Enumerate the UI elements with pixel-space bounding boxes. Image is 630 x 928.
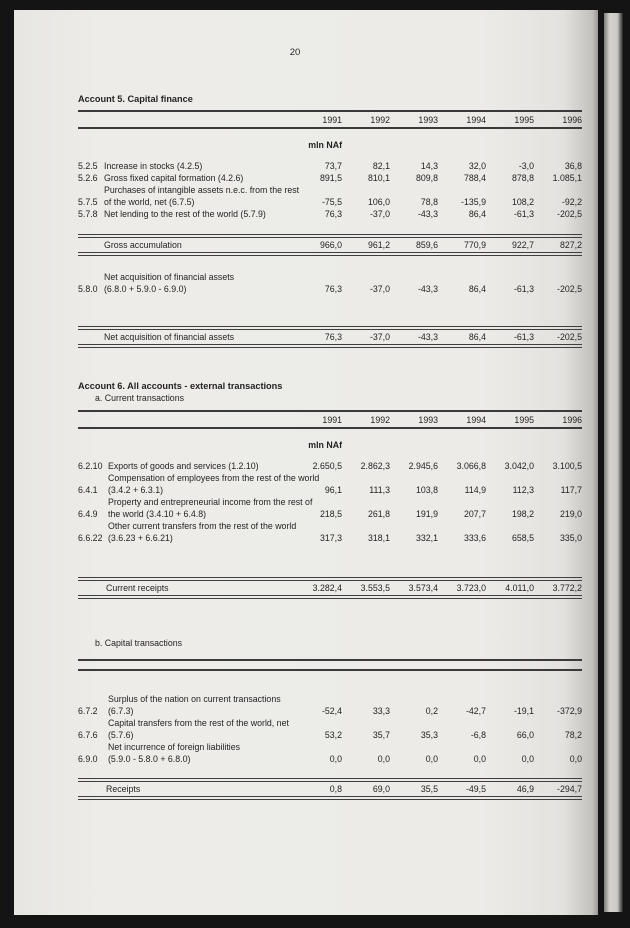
row-label-line: Purchases of intangible assets n.e.c. from the rest (104, 185, 300, 195)
row-value: 333,6 (463, 533, 486, 543)
total-value: 86,4 (468, 332, 486, 342)
row-code: 5.2.6 (78, 173, 98, 183)
total-value: 35,5 (420, 784, 438, 794)
row-value: 32,0 (468, 161, 486, 171)
table-row (78, 496, 582, 520)
row-label-line: Other current transfers from the rest of the world (108, 521, 297, 531)
unit-empty-cell (438, 139, 486, 151)
total-value: 3.723,0 (456, 583, 486, 593)
row-value: 108,2 (511, 197, 534, 207)
total-label: Current receipts (106, 583, 169, 593)
row-value: 219,0 (559, 509, 582, 519)
row-code: 6.7.6 (78, 730, 98, 740)
row-label (104, 271, 294, 295)
row-label-line: Net lending to the rest of the world (5.7.9) (104, 209, 266, 219)
row-value: 335,0 (559, 533, 582, 543)
row-label-line: of the world, net (6.7.5) (104, 197, 195, 207)
row-value: 96,1 (324, 485, 342, 495)
row-value: 207,7 (463, 509, 486, 519)
row-value: 35,7 (372, 730, 390, 740)
section-title: Account 5. Capital finance (78, 94, 193, 104)
row-value: 810,1 (367, 173, 390, 183)
table-row (78, 520, 582, 544)
rule-line (78, 255, 582, 256)
row-value: 73,7 (324, 161, 342, 171)
total-value: -43,3 (417, 332, 438, 342)
row-label-line: Property and entrepreneurial income from the rest of (108, 497, 313, 507)
unit-empty-cell (390, 439, 438, 451)
row-value: 2.945,6 (408, 461, 438, 471)
row-code: 6.9.0 (78, 754, 98, 764)
row-value: 103,8 (415, 485, 438, 495)
row-label (104, 184, 300, 208)
row-value: 78,8 (420, 197, 438, 207)
row-value: 788,4 (463, 173, 486, 183)
row-label (108, 693, 294, 717)
row-value: -37,0 (369, 209, 390, 219)
row-value: 66,0 (516, 730, 534, 740)
row-code: 6.4.9 (78, 509, 98, 519)
table-row (78, 741, 582, 765)
row-value: 3.100,5 (552, 461, 582, 471)
total-value: 69,0 (372, 784, 390, 794)
row-value: 0,0 (473, 754, 486, 764)
unit-spacer (78, 139, 294, 151)
row-value: 0,0 (569, 754, 582, 764)
account-section (78, 93, 582, 348)
table-rows-group (78, 693, 582, 765)
row-value: -75,5 (321, 197, 342, 207)
row-value: -61,3 (513, 209, 534, 219)
row-label (108, 496, 313, 520)
unit-spacer (78, 439, 294, 451)
row-value: 658,5 (511, 533, 534, 543)
total-value: -202,5 (557, 332, 582, 342)
row-value: 14,3 (420, 161, 438, 171)
total-value: -294,7 (557, 784, 582, 794)
row-value: 318,1 (367, 533, 390, 543)
year-column-label: 1993 (418, 415, 438, 425)
table-row (78, 208, 582, 220)
row-value: 111,3 (369, 485, 390, 495)
row-label-line: Increase in stocks (4.2.5) (104, 161, 203, 171)
total-row (78, 237, 582, 253)
row-code: 6.4.1 (78, 485, 98, 495)
row-value: 0,2 (425, 706, 438, 716)
row-label (104, 160, 294, 172)
year-column-label: 1994 (466, 415, 486, 425)
total-value: 961,2 (367, 240, 390, 250)
unit-empty-cell (486, 439, 534, 451)
unit-empty-cell (438, 439, 486, 451)
scanned-page (14, 10, 598, 915)
table-header-band (78, 410, 582, 429)
row-value: -6,8 (470, 730, 486, 740)
page-number: 20 (289, 47, 301, 58)
total-value: -49,5 (465, 784, 486, 794)
total-value: 4.011,0 (505, 583, 534, 593)
section-subtitle: a. Current transactions (95, 393, 184, 403)
row-code: 6.6.22 (78, 533, 103, 543)
row-value: -42,7 (465, 706, 486, 716)
row-label-line: (5.7.6) (108, 730, 134, 740)
row-label (108, 460, 294, 472)
row-value: 76,3 (324, 284, 342, 294)
total-band (78, 234, 582, 256)
row-value: 78,2 (564, 730, 582, 740)
table-row (78, 717, 582, 741)
row-label-line: (6.7.3) (108, 706, 134, 716)
row-label (104, 172, 294, 184)
row-value: 86,4 (468, 209, 486, 219)
rule-line (78, 799, 582, 800)
row-label-line: (6.8.0 + 5.9.0 - 6.9.0) (104, 284, 187, 294)
row-value: 0,0 (521, 754, 534, 764)
row-value: 218,5 (319, 509, 342, 519)
unit-row (78, 439, 582, 451)
rule-line (78, 598, 582, 599)
table-header-band (78, 659, 582, 671)
row-value: 0,0 (329, 754, 342, 764)
row-value: 191,9 (415, 509, 438, 519)
row-value: 35,3 (420, 730, 438, 740)
row-label-line: (3.6.23 + 6.6.21) (108, 533, 173, 543)
row-label (108, 741, 294, 765)
row-value: 1.085,1 (552, 173, 582, 183)
year-header-row (78, 414, 582, 426)
table-row (78, 184, 582, 208)
row-value: 86,4 (468, 284, 486, 294)
row-value: 261,8 (367, 509, 390, 519)
row-code: 5.7.5 (78, 197, 98, 207)
total-value: 3.553,5 (360, 583, 390, 593)
row-label-line: Capital transfers from the rest of the world, net (108, 718, 289, 728)
row-value: 2.650,5 (312, 461, 342, 471)
row-value: 33,3 (372, 706, 390, 716)
table-row (78, 460, 582, 472)
rule-line (78, 347, 582, 348)
row-value: 0,0 (425, 754, 438, 764)
table-row (78, 160, 582, 172)
table-row (78, 271, 582, 295)
total-band (78, 778, 582, 800)
account-section (78, 380, 582, 599)
unit-row (78, 139, 582, 151)
row-label (108, 717, 294, 741)
row-value: 53,2 (324, 730, 342, 740)
year-column-label: 1996 (562, 415, 582, 425)
row-label-line: Compensation of employees from the rest of the world (108, 473, 320, 483)
row-value: 891,5 (319, 173, 342, 183)
unit-empty-cell (342, 439, 390, 451)
row-value: -37,0 (369, 284, 390, 294)
row-label (108, 472, 320, 496)
row-value: -43,3 (417, 284, 438, 294)
total-value: 859,6 (415, 240, 438, 250)
row-value: 114,9 (464, 485, 486, 495)
page-content (78, 93, 582, 800)
row-label-line: Gross fixed capital formation (4.2.6) (104, 173, 244, 183)
unit-empty-cell (486, 139, 534, 151)
total-band (78, 577, 582, 599)
next-page-edge (604, 13, 623, 912)
table-rows-group (78, 460, 582, 544)
row-value: 809,8 (415, 173, 438, 183)
row-label-line: Net acquisition of financial assets (104, 272, 235, 282)
row-value: 117,7 (560, 485, 582, 495)
total-row (78, 329, 582, 345)
row-value: -202,5 (557, 209, 582, 219)
row-label (108, 520, 297, 544)
row-code: 6.7.2 (78, 706, 98, 716)
total-row (78, 580, 582, 596)
row-value: -135,9 (461, 197, 486, 207)
row-value: 2.862,3 (360, 461, 390, 471)
row-value: -52,4 (321, 706, 342, 716)
row-value: 332,1 (415, 533, 438, 543)
total-value: 3.282,4 (312, 583, 342, 593)
year-header-row (78, 114, 582, 126)
row-value: -372,9 (557, 706, 582, 716)
row-value: -202,5 (557, 284, 582, 294)
row-label-line: Exports of goods and services (1.2.10) (108, 461, 259, 471)
section-title: Account 6. All accounts - external transactions (78, 381, 283, 391)
total-value: -37,0 (369, 332, 390, 342)
year-column-label: 1992 (370, 415, 390, 425)
total-value: 46,9 (516, 784, 534, 794)
row-value: 3.066,8 (456, 461, 486, 471)
total-value: 0,8 (329, 784, 342, 794)
unit-empty-cell (342, 139, 390, 151)
total-value: 922,7 (511, 240, 534, 250)
total-value: 76,3 (324, 332, 342, 342)
unit-label: mln NAf (308, 140, 342, 150)
account-section (78, 637, 582, 800)
table-row (78, 472, 582, 496)
row-value: 82,1 (372, 161, 390, 171)
total-value: 3.573,4 (408, 583, 438, 593)
unit-empty-cell (390, 139, 438, 151)
row-label-line: (5.9.0 - 5.8.0 + 6.8.0) (108, 754, 191, 764)
year-column-label: 1994 (466, 115, 486, 125)
unit-label: mln NAf (308, 440, 342, 450)
table-row (78, 172, 582, 184)
total-label: Net acquisition of financial assets (104, 332, 235, 342)
year-column-label: 1992 (370, 115, 390, 125)
total-value: 827,2 (559, 240, 582, 250)
row-value: -19,1 (513, 706, 534, 716)
row-value: -61,3 (513, 284, 534, 294)
row-label-line: Surplus of the nation on current transactions (108, 694, 281, 704)
row-label-line: (3.4.2 + 6.3.1) (108, 485, 164, 495)
total-value: 3.772,2 (552, 583, 582, 593)
row-label (104, 208, 294, 220)
row-code: 6.2.10 (78, 461, 103, 471)
row-value: 3.042,0 (504, 461, 534, 471)
row-value: -43,3 (417, 209, 438, 219)
year-column-label: 1996 (562, 115, 582, 125)
row-code: 5.7.8 (78, 209, 98, 219)
table-rows-group (78, 271, 582, 295)
total-value: 770,9 (463, 240, 486, 250)
row-value: 36,8 (564, 161, 582, 171)
row-value: -92,2 (561, 197, 582, 207)
row-value: 198,2 (511, 509, 534, 519)
total-value: -61,3 (513, 332, 534, 342)
unit-empty-cell (534, 439, 582, 451)
row-code: 5.2.5 (78, 161, 98, 171)
row-value: 317,3 (319, 533, 342, 543)
table-rows-group (78, 160, 582, 220)
row-value: 112,3 (512, 485, 534, 495)
year-column-label: 1995 (514, 415, 534, 425)
total-label: Receipts (106, 784, 141, 794)
table-header-band (78, 110, 582, 129)
table-row (78, 693, 582, 717)
row-value: 106,0 (367, 197, 390, 207)
row-code: 5.8.0 (78, 284, 98, 294)
row-label-line: the world (3.4.10 + 6.4.8) (108, 509, 207, 519)
section-subtitle: b. Capital transactions (95, 638, 183, 648)
row-value: 0,0 (377, 754, 390, 764)
row-label-line: Net incurrence of foreign liabilities (108, 742, 241, 752)
total-band (78, 326, 582, 348)
total-value: 966,0 (319, 240, 342, 250)
unit-empty-cell (534, 139, 582, 151)
year-column-label: 1993 (418, 115, 438, 125)
total-label: Gross accumulation (104, 240, 182, 250)
year-column-label: 1991 (322, 115, 342, 125)
year-column-label: 1991 (322, 415, 342, 425)
total-row (78, 781, 582, 797)
year-column-label: 1995 (514, 115, 534, 125)
row-value: -3,0 (518, 161, 534, 171)
row-value: 878,8 (511, 173, 534, 183)
row-value: 76,3 (324, 209, 342, 219)
